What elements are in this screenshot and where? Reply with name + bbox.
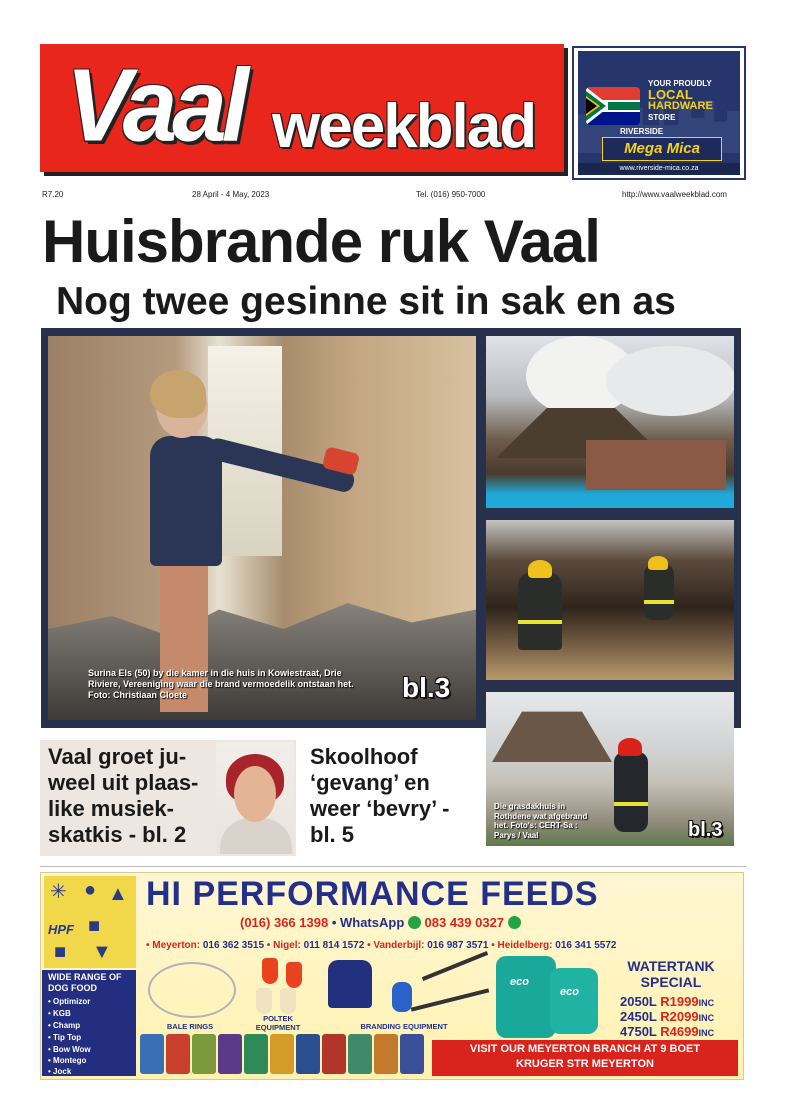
portrait-shoulders bbox=[220, 818, 292, 854]
food-bag bbox=[322, 1034, 346, 1074]
brick-wall bbox=[586, 440, 726, 490]
branch-name: Nigel: bbox=[273, 940, 301, 951]
portrait-face bbox=[234, 766, 276, 822]
ad-tagline-local: LOCAL bbox=[648, 87, 693, 102]
main-photo-woman-burnt-room[interactable] bbox=[48, 336, 476, 720]
branding-label: BRANDING EQUIPMENT bbox=[360, 1022, 448, 1031]
hardware-ad-panel bbox=[578, 51, 740, 175]
hardware-ad[interactable] bbox=[572, 46, 746, 180]
whatsapp-icon bbox=[508, 916, 521, 929]
thatch-roof bbox=[492, 706, 612, 762]
branch-name: Heidelberg: bbox=[497, 940, 553, 951]
dog-food-title: WIDE RANGE OF DOG FOOD bbox=[48, 972, 122, 993]
ad-url[interactable]: www.riverside-mica.co.za bbox=[578, 163, 740, 175]
poultry-feeder-icon bbox=[262, 958, 278, 984]
feeds-ad-title: HI PERFORMANCE FEEDS bbox=[146, 875, 599, 913]
main-photo-caption: Surina Els (50) by die kamer in die huis in Kowiestraat, Drie Riviere, Vereeniging waar die brand vermoedelik ontstaan het. Foto: Christiaan Cloete bbox=[88, 668, 354, 700]
reflective-stripe bbox=[518, 620, 562, 624]
whatsapp-number[interactable]: 083 439 0327 bbox=[424, 915, 505, 930]
food-bag bbox=[192, 1034, 216, 1074]
side-photo-caption: Die grasdakhuis in Rothdene wat afgebrand het. Foto's: CERT-Sa : Parys / Vaal bbox=[494, 802, 588, 840]
food-bag bbox=[244, 1034, 268, 1074]
hpf-logo-text: HPF bbox=[48, 922, 74, 937]
tank-price-row: 2450L R2099INC bbox=[620, 1009, 715, 1024]
firefighter bbox=[644, 564, 674, 620]
reflective-stripe bbox=[644, 600, 674, 604]
tank-price-row: 4750L R4699INC bbox=[620, 1024, 715, 1039]
teaser-headmaster-text[interactable]: Skoolhoof ‘gevang’ en weer ‘bevry’ - bl. 5 bbox=[310, 744, 450, 847]
feeds-contact-line: (016) 366 1398 • WhatsApp 083 439 0327 bbox=[240, 914, 521, 932]
ad-brand-megamica: Mega Mica bbox=[602, 137, 722, 161]
firefighter bbox=[518, 572, 562, 650]
branch-phone[interactable]: 016 987 3571 bbox=[427, 940, 489, 951]
branch-phone[interactable]: 016 341 5572 bbox=[555, 940, 617, 951]
horse-icon: ▼ bbox=[92, 941, 112, 963]
hpf-logo bbox=[44, 876, 136, 968]
food-bag bbox=[166, 1034, 190, 1074]
reflective-stripe bbox=[614, 802, 648, 806]
poultry-drinker-icon bbox=[256, 988, 272, 1014]
masthead-vaal: Vaal bbox=[66, 47, 244, 163]
branch-name: Vanderbijl: bbox=[373, 940, 425, 951]
poultry-feeder-icon bbox=[286, 962, 302, 988]
watertank-special-title: WATERTANK SPECIAL bbox=[627, 958, 715, 990]
person-hair bbox=[150, 370, 206, 418]
firefighter-helmet bbox=[618, 738, 642, 756]
sa-flag-icon bbox=[586, 87, 640, 125]
firefighter-helmet bbox=[528, 560, 552, 578]
poultry-drinker-icon bbox=[280, 988, 296, 1014]
food-bag bbox=[140, 1034, 164, 1074]
water-tank-image bbox=[496, 956, 556, 1038]
dog-food-item: • KGB bbox=[48, 1009, 71, 1018]
bale-ring-image bbox=[148, 962, 236, 1018]
ad-brand-riverside: RIVERSIDE bbox=[620, 127, 664, 136]
dog-food-item: • Bow Wow bbox=[48, 1045, 91, 1054]
bale-rings-label: BALE RINGS bbox=[166, 1022, 214, 1031]
dog-food-item: • Jock bbox=[48, 1067, 72, 1076]
photo-burning-thatch-roof[interactable] bbox=[486, 336, 734, 508]
dog-food-bags-image bbox=[140, 1034, 426, 1078]
masthead-weekblad: weekblad bbox=[272, 92, 536, 161]
food-bag bbox=[348, 1034, 372, 1074]
feeds-phone[interactable]: (016) 366 1398 bbox=[240, 915, 329, 930]
cow-icon: ■ bbox=[54, 941, 67, 963]
smoke-cloud bbox=[606, 346, 734, 416]
dog-food-item: • Optimizor bbox=[48, 997, 91, 1006]
branch-name: Meyerton: bbox=[152, 940, 201, 951]
food-bag bbox=[218, 1034, 242, 1074]
ad-tagline-proudly: YOUR PROUDLY bbox=[648, 79, 712, 88]
branch-phone[interactable]: 011 814 1572 bbox=[303, 940, 365, 951]
gas-cylinder-image bbox=[392, 982, 412, 1012]
visit-line-1: VISIT OUR MEYERTON BRANCH AT 9 BOET bbox=[469, 1043, 701, 1055]
page-headline: Huisbrande ruk Vaal bbox=[42, 208, 600, 275]
side-photo-page-ref[interactable]: bl.3 bbox=[688, 819, 723, 841]
website-link[interactable]: http://www.vaalweekblad.com bbox=[622, 190, 727, 199]
pig-icon: ■ bbox=[88, 915, 101, 937]
issue-date: 28 April - 4 May, 2023 bbox=[192, 190, 270, 199]
section-divider bbox=[40, 866, 746, 867]
visit-branch-banner[interactable] bbox=[432, 1040, 738, 1076]
feeds-branch-list: • Meyerton: 016 362 3515 • Nigel: 011 814 1572 • Vanderbijl: 016 987 3571 • Heidelberg: 016 341 5572 bbox=[146, 940, 617, 951]
masthead bbox=[40, 44, 564, 172]
food-bag bbox=[270, 1034, 294, 1074]
branch-phone[interactable]: 016 362 3515 bbox=[202, 940, 265, 951]
whatsapp-label: WhatsApp bbox=[339, 915, 405, 930]
sprayer-image bbox=[328, 960, 372, 1008]
teaser-portrait-photo bbox=[216, 742, 294, 854]
food-bag bbox=[296, 1034, 320, 1074]
issue-price: R7.20 bbox=[42, 190, 64, 199]
firefighter-helmet bbox=[648, 556, 668, 570]
windmill-icon: ✳ bbox=[50, 881, 67, 903]
teaser-music-text[interactable]: Vaal groet ju- weel uit plaas- like musiek- skatkis - bl. 2 bbox=[48, 744, 199, 847]
food-bag bbox=[374, 1034, 398, 1074]
rooster-icon: ▲ bbox=[108, 883, 128, 905]
ad-tagline-store: STORE bbox=[648, 113, 676, 122]
poltek-label: POLTEK EQUIPMENT bbox=[255, 1014, 301, 1032]
page-subheadline: Nog twee gesinne sit in sak en as bbox=[56, 280, 676, 323]
photo-firefighters-interior[interactable] bbox=[486, 520, 734, 680]
tank-brand-eco: eco bbox=[560, 986, 579, 998]
dog-food-item: • Tip Top bbox=[48, 1033, 82, 1042]
sheep-icon: ● bbox=[84, 879, 97, 901]
dog-food-item: • Montego bbox=[48, 1056, 87, 1065]
tank-brand-eco: eco bbox=[510, 976, 529, 988]
visit-line-2: KRUGER STR MEYERTON bbox=[516, 1058, 654, 1070]
food-bag bbox=[400, 1034, 424, 1074]
firefighter bbox=[614, 752, 648, 832]
main-photo-page-ref[interactable]: bl.3 bbox=[402, 672, 451, 703]
dog-food-item: • Champ bbox=[48, 1021, 81, 1030]
water-tank-image bbox=[550, 968, 598, 1034]
ad-tagline-hardware: HARDWARE bbox=[648, 100, 713, 112]
whatsapp-icon bbox=[408, 916, 421, 929]
tank-price-row: 2050L R1999INC bbox=[620, 994, 715, 1009]
office-telephone: Tel. (016) 950-7000 bbox=[416, 190, 486, 199]
